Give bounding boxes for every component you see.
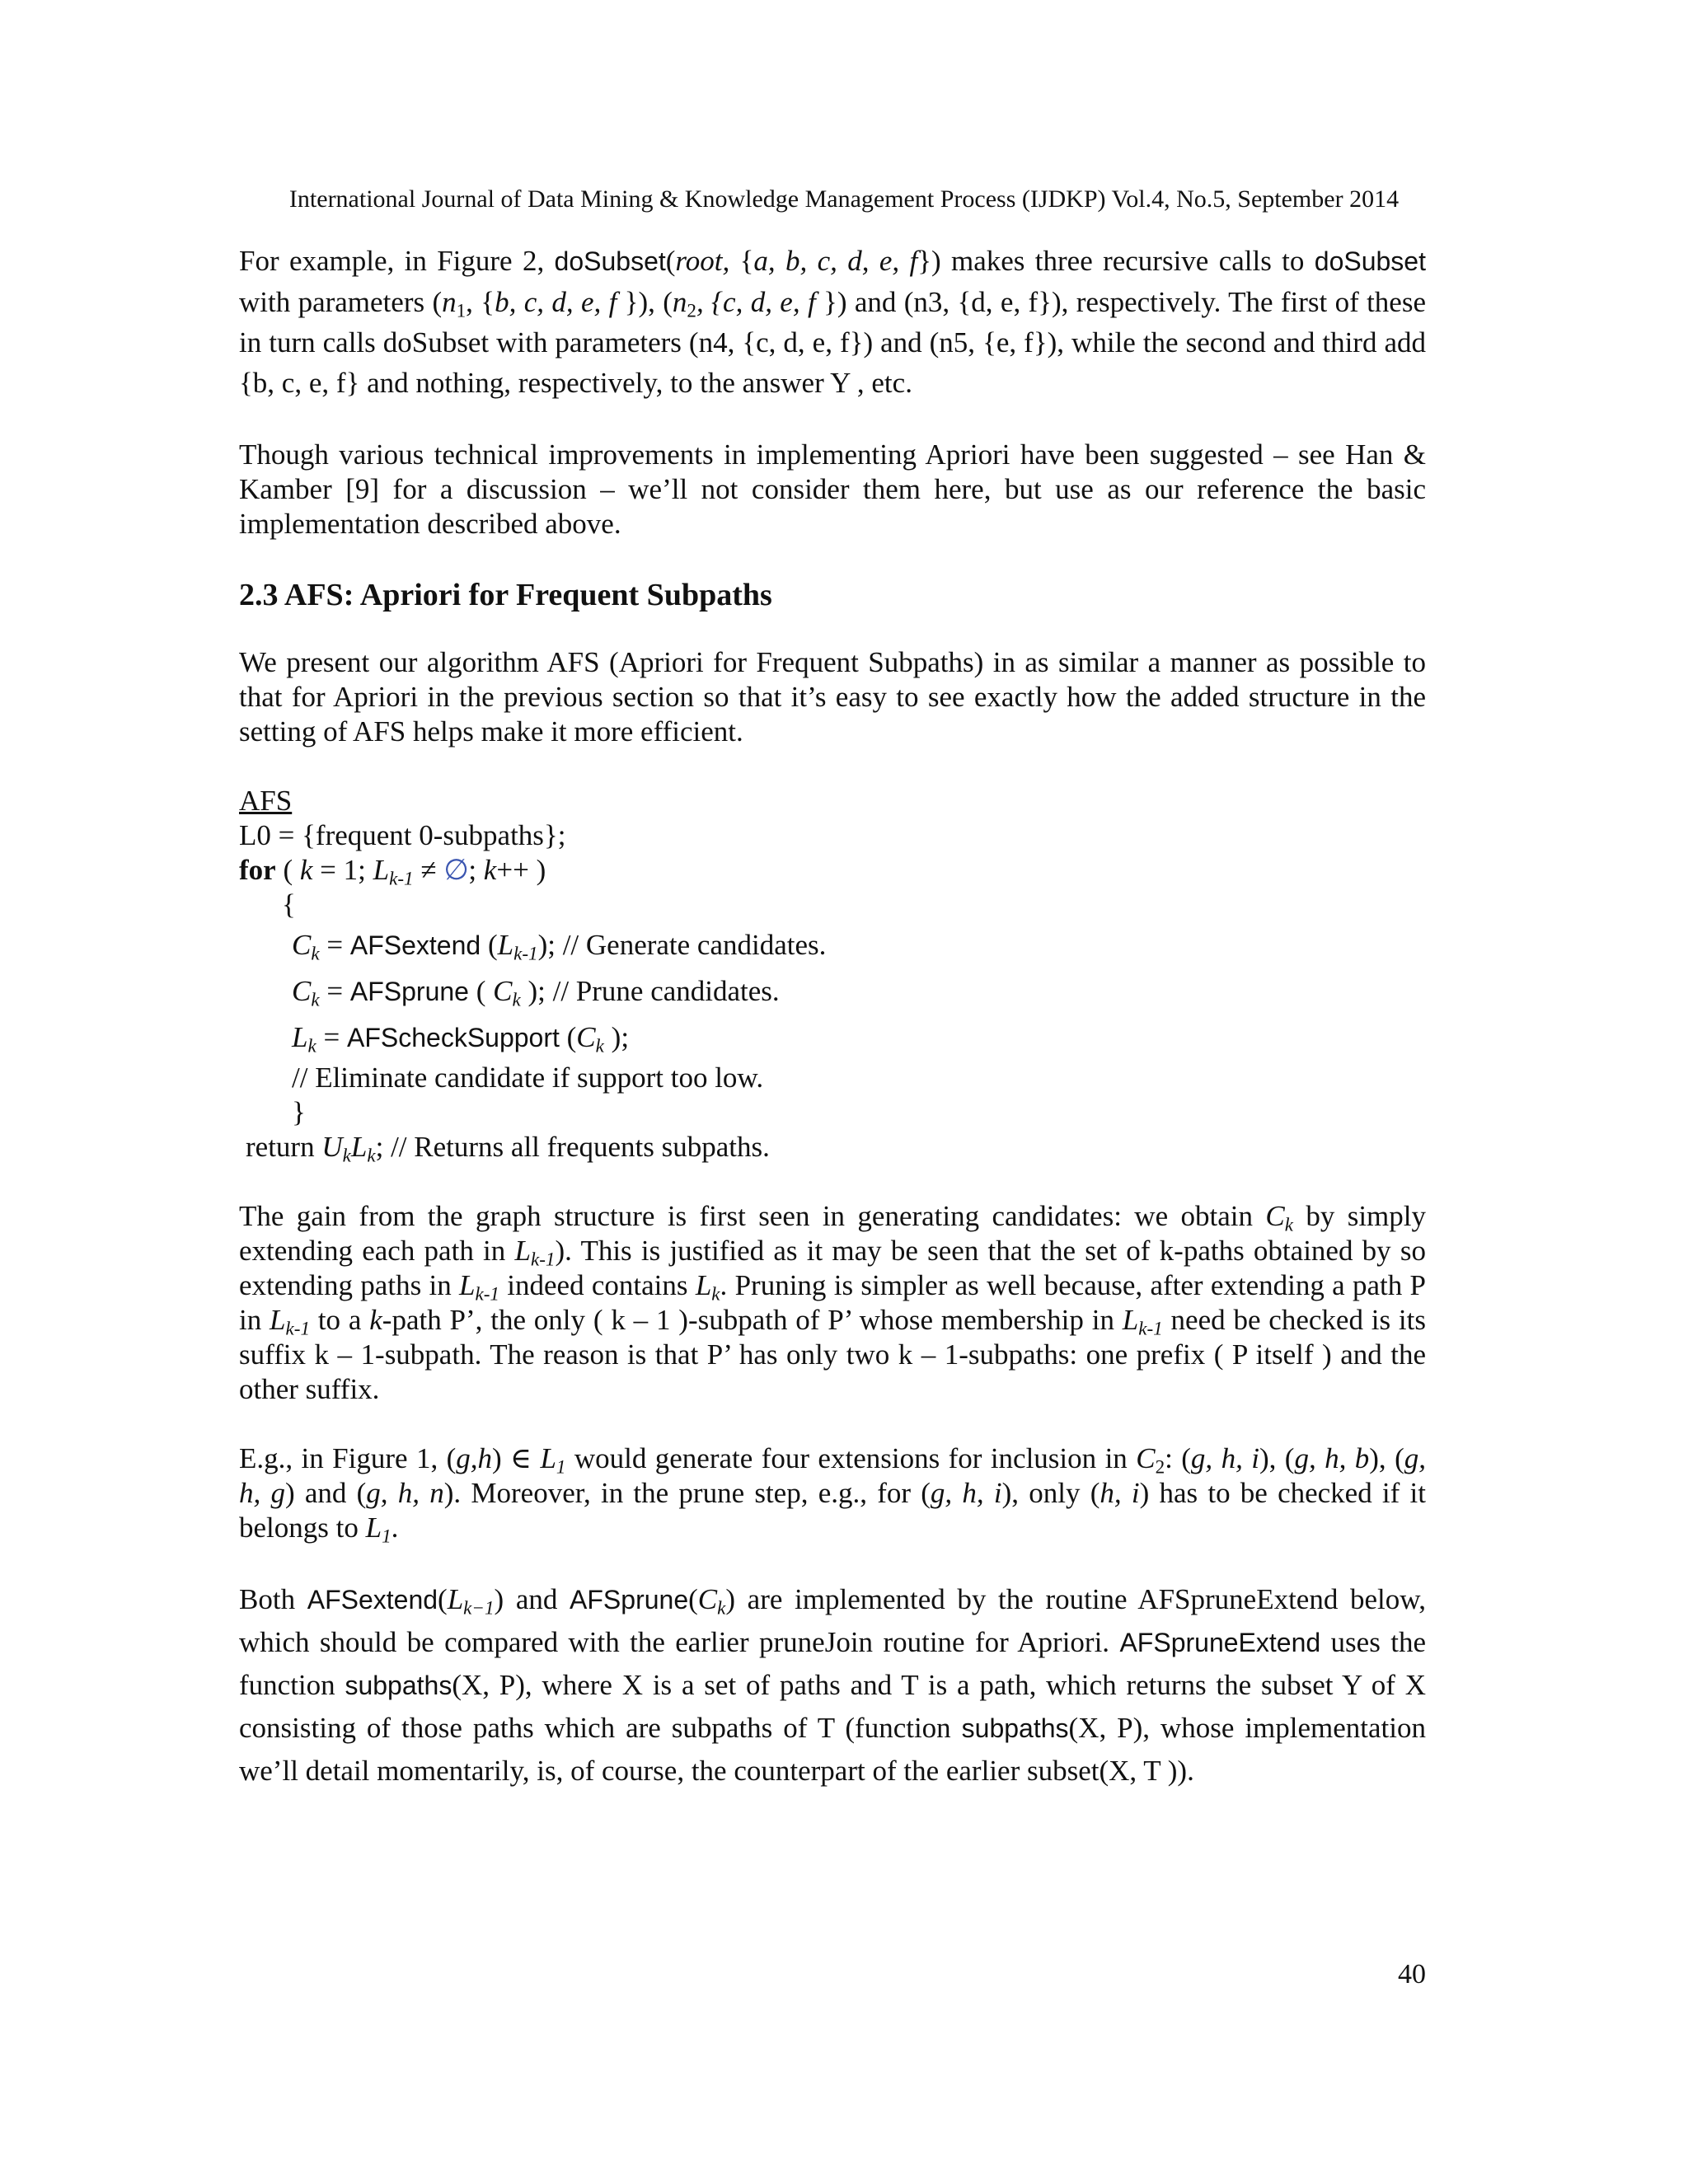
text: .: [391, 1511, 399, 1544]
math: L: [514, 1235, 531, 1267]
function-name: AFSprune: [570, 1585, 689, 1615]
running-header: International Journal of Data Mining & Knowledge Management Process (IJDKP) Vol.4, No.5, September 2014: [288, 185, 1400, 213]
function-name: subpaths: [961, 1713, 1069, 1743]
text: );: [603, 1021, 630, 1053]
subscript: k: [342, 1144, 351, 1166]
subscript: k-1: [285, 1317, 311, 1339]
text: . Pruning is simpler as well because, after extending a path P in: [239, 1269, 1427, 1336]
math: , {c, d, e, f: [696, 286, 816, 318]
code-comment-eliminate: // Eliminate candidate if support too low.: [292, 1062, 764, 1094]
text: ), (: [1259, 1442, 1295, 1474]
subscript: k: [512, 988, 521, 1010]
function-name: AFSextend: [349, 930, 481, 960]
text: The gain from the graph structure is first seen in generating candidates: we obtain: [239, 1200, 1266, 1232]
text: = 1;: [312, 854, 373, 886]
body-content: [239, 241, 1426, 1793]
text: (: [665, 245, 676, 277]
text: =: [319, 975, 350, 1007]
text: =: [316, 1021, 347, 1053]
text: ) ∈: [492, 1442, 541, 1474]
subscript: k-1: [530, 1248, 556, 1270]
function-name: AFSpruneExtend: [1119, 1628, 1321, 1657]
text: -path P’, the only ( k – 1 )-subpath of P’ whose membership in: [382, 1304, 1123, 1336]
math: g, h, b: [1294, 1442, 1370, 1474]
math: a, b, c, d, e, f: [753, 245, 918, 277]
paragraph-apriori-improvements: Though various technical improvements in implementing Apriori have been suggested – see Han & Kamber [9] for a discussion – we’ll not consider them here, but use as our reference the basic implementation described above.: [239, 438, 1426, 540]
text: (: [275, 854, 300, 886]
subscript: k: [367, 1144, 376, 1166]
math: L: [270, 1304, 286, 1336]
code-line-extend: [239, 922, 1426, 968]
code-line-l0: L0 = {frequent 0-subpaths};: [239, 819, 566, 851]
code-line-checksupport: [239, 1015, 1426, 1061]
section-title: 2.3 AFS: Apriori for Frequent Subpaths: [239, 578, 772, 612]
math: g,h: [456, 1442, 493, 1474]
page-number: 40: [1398, 1959, 1426, 1990]
subscript: k: [311, 988, 320, 1010]
text: need be checked is its suffix k – 1-subpath. The reason is that P’ has only two k – 1-subpaths: one prefix ( P itself ) and the other suffix.: [239, 1304, 1426, 1405]
math: g, h, g: [239, 1442, 1427, 1509]
text: }) and (n3, {d, e, f}), respectively. The first of these in turn calls doSubset with parameters (n4, {c, d, e, f}) and (n5, {e, f}), while the second and third add {b, c, e, f} and nothing, respectively, to the answer Y , etc.: [239, 286, 1427, 399]
text: ) are implemented by the routine AFSpruneExtend below, which should be compared with the earlier pruneJoin routine for Apriori.: [239, 1583, 1426, 1658]
subscript: 1: [456, 299, 467, 321]
text: }), (: [617, 286, 673, 318]
math: L: [373, 854, 390, 886]
text: uses the function: [239, 1626, 1426, 1701]
text: , {: [466, 286, 495, 318]
text: (X, P), where X is a set of paths and T is a path, which returns the subset Y of X consisting of those paths which are subpaths of T (function: [239, 1669, 1426, 1744]
math: g, h, n: [366, 1477, 444, 1509]
subscript: 1: [556, 1455, 566, 1478]
math: L: [292, 1021, 308, 1053]
text: with parameters (: [239, 286, 443, 318]
text: ) and (: [284, 1477, 367, 1509]
text: (: [559, 1021, 577, 1053]
code-line-return: [239, 1130, 1426, 1165]
function-name: AFSextend: [307, 1585, 438, 1615]
subscript: k: [1284, 1213, 1293, 1235]
code-open-brace: {: [282, 888, 296, 921]
code-line-prune: [239, 968, 1426, 1015]
text: : (: [1165, 1442, 1191, 1474]
text: (X, P), whose implementation we’ll detail momentarily, is, of course, the counterpart of the earlier subset(X, T )).: [239, 1712, 1427, 1787]
math: L: [1122, 1304, 1139, 1336]
math: root,: [675, 245, 730, 277]
math: k: [483, 854, 497, 886]
subscript: k: [595, 1034, 604, 1057]
text: (: [468, 975, 494, 1007]
subscript: k: [711, 1282, 720, 1305]
paragraph-afs-intro: We present our algorithm AFS (Apriori for Frequent Subpaths) in as similar a manner as possible to that for Apriori in the previous section so that it’s easy to see exactly how the added structure in the setting of AFS helps make it more efficient.: [239, 646, 1426, 748]
text: ). This is justified as it may be seen that the set of k-paths obtained by so extending paths in: [239, 1235, 1427, 1301]
text: ) and: [494, 1583, 570, 1615]
subscript: k: [311, 942, 320, 964]
function-name: subpaths: [345, 1671, 452, 1700]
code-close-brace: }: [292, 1096, 306, 1128]
subscript: 2: [1155, 1455, 1165, 1478]
subscript: k: [307, 1034, 316, 1057]
math: U: [321, 1131, 343, 1163]
math: C: [292, 929, 312, 961]
math: L: [447, 1583, 464, 1615]
afs-pseudocode: [239, 784, 1426, 1165]
text: ) has to be checked if it belongs to: [239, 1477, 1426, 1544]
math: h, i: [1100, 1477, 1140, 1509]
text: ). Moreover, in the prune step, e.g., for (: [443, 1477, 931, 1509]
text: (: [481, 929, 498, 961]
subscript: k-1: [389, 867, 414, 889]
math: C: [292, 975, 312, 1007]
function-name: doSubset: [554, 246, 666, 276]
text: (: [688, 1583, 698, 1615]
code-line-for: [239, 853, 1426, 888]
text: would generate four extensions for inclusion in: [565, 1442, 1137, 1474]
math: L: [350, 1131, 368, 1163]
math: L: [459, 1269, 476, 1301]
subscript: 2: [687, 299, 696, 321]
text: to a: [310, 1304, 370, 1336]
paragraph-figure1-example: [239, 1441, 1426, 1545]
math: k: [299, 854, 313, 886]
math: C: [1265, 1200, 1285, 1232]
text: ); // Prune candidates.: [520, 975, 780, 1007]
math: n: [672, 286, 687, 318]
math: L: [540, 1442, 556, 1474]
text: For example, in Figure 2,: [239, 245, 555, 277]
math: C: [493, 975, 513, 1007]
text: ), only (: [1001, 1477, 1100, 1509]
function-name: doSubset: [1314, 246, 1426, 276]
paragraph-graph-gain: [239, 1199, 1426, 1407]
text: return: [246, 1131, 322, 1163]
code-title: AFS: [239, 785, 293, 817]
text: ), (: [1369, 1442, 1404, 1474]
text: {: [729, 245, 754, 277]
math: n: [442, 286, 457, 318]
text: ++ ): [496, 854, 546, 886]
keyword: for: [239, 854, 276, 886]
text: ); // Generate candidates.: [537, 929, 827, 961]
subscript: k-1: [475, 1282, 499, 1305]
text: ; // Returns all frequents subpaths.: [375, 1131, 770, 1163]
paragraph-dosubset-example: [239, 241, 1426, 403]
text: ;: [468, 854, 484, 886]
text: =: [319, 929, 350, 961]
text: }) makes three recursive calls to: [917, 245, 1315, 277]
empty-set-icon: ∅: [443, 854, 469, 887]
subscript: k-1: [513, 942, 538, 964]
subscript: k: [717, 1596, 726, 1619]
math: g, h, i: [1190, 1442, 1259, 1474]
function-name: AFScheckSupport: [346, 1023, 560, 1052]
math: L: [497, 929, 514, 961]
math: k: [369, 1304, 382, 1336]
math: L: [695, 1269, 712, 1301]
text: by simply extending each path in: [239, 1200, 1426, 1267]
math: C: [1136, 1442, 1156, 1474]
subscript: k−1: [463, 1596, 495, 1619]
function-name: AFSprune: [349, 977, 469, 1006]
paragraph-afspruneextend: [239, 1578, 1426, 1793]
text: Both: [239, 1583, 307, 1615]
math: g, h, i: [930, 1477, 1002, 1509]
text: ≠: [413, 854, 444, 886]
text: E.g., in Figure 1, (: [239, 1442, 457, 1474]
text: (: [438, 1583, 448, 1615]
subscript: 1: [382, 1525, 392, 1547]
math: C: [697, 1583, 718, 1615]
math: L: [365, 1511, 382, 1544]
math: b, c, d, e, f: [495, 286, 617, 318]
subscript: k-1: [1138, 1317, 1163, 1339]
math: C: [576, 1021, 596, 1053]
text: indeed contains: [499, 1269, 696, 1301]
